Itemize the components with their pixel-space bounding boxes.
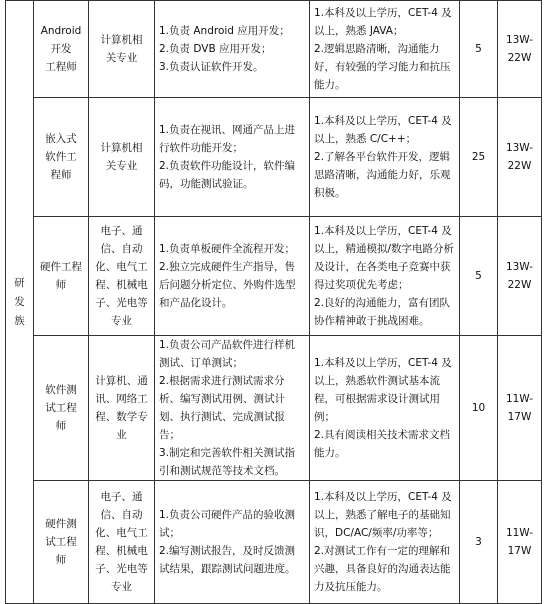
major-cell-line: 信、自动 xyxy=(100,509,143,521)
table-row xyxy=(6,98,542,217)
salary-cell-line: 11W- xyxy=(505,527,534,539)
salary-cell xyxy=(498,336,542,481)
major-cell-line: 业 xyxy=(116,429,127,441)
major-cell-line: 专业 xyxy=(111,581,132,593)
requirements-cell-line: 1.本科及以上学历，CET-4 及以上，熟悉软件测试基本流程，可根据需求设计测试用例； xyxy=(314,357,452,423)
salary-cell xyxy=(498,1,542,98)
duties-cell xyxy=(155,481,310,604)
major-cell-line: 程、机械电 xyxy=(95,279,148,291)
salary-cell-line: 11W- xyxy=(505,393,534,405)
salary-cell-line: 22W xyxy=(507,52,532,64)
major-cell-line: 关专业 xyxy=(105,52,138,64)
salary-cell xyxy=(498,217,542,336)
major-cell xyxy=(89,217,155,336)
requirements-cell xyxy=(310,1,460,98)
headcount-cell: 25 xyxy=(460,98,498,217)
requirements-cell-line: 2.逻辑思路清晰，沟通能力好，有较强的学习能力和抗压能力。 xyxy=(314,43,451,91)
major-cell-line: 化、电气工 xyxy=(95,261,148,273)
position-cell-line: Android 开发 xyxy=(40,25,82,55)
duties-cell-line: 1.负责在视讯、网通产品上进行软件功能开发； xyxy=(159,124,296,154)
position-cell xyxy=(34,336,89,481)
salary-cell-line: 17W xyxy=(507,545,532,557)
duties-cell xyxy=(155,1,310,98)
table-row xyxy=(6,1,542,98)
major-cell-line: 子、光电等 xyxy=(95,297,148,309)
duties-cell-line: 2.编写测试报告，及时反馈测试结果，跟踪测试问题进度。 xyxy=(159,545,296,575)
duties-cell-line: 3.制定和完善软件相关测试指引和测试规范等技术文档。 xyxy=(159,447,296,477)
major-cell-line: 电子、通 xyxy=(100,225,143,237)
major-cell-line: 计算机相 xyxy=(100,34,143,46)
major-cell-line: 子、光电等 xyxy=(95,563,148,575)
major-cell xyxy=(89,481,155,604)
requirements-cell-line: 2.对测试工作有一定的理解和兴趣，具备良好的沟通表达能力及抗压能力。 xyxy=(314,545,451,593)
major-cell-line: 计算机、通 xyxy=(95,375,148,387)
duties-cell-line: 1.负责 Android 应用开发； xyxy=(159,25,290,37)
position-cell-line: 软件测 xyxy=(45,384,77,396)
table-row xyxy=(6,481,542,604)
major-cell-line: 化、电气工 xyxy=(95,527,148,539)
duties-cell-line: 1.负责公司产品软件进行样机测试、订单测试； xyxy=(159,339,296,369)
requirements-cell-line: 1.本科及以上学历，CET-4 及以上，熟悉 JAVA； xyxy=(314,7,452,37)
duties-cell-line: 1.负责公司硬件产品的验收测试； xyxy=(159,509,296,539)
position-cell xyxy=(34,98,89,217)
major-cell-line: 电子、通 xyxy=(100,491,143,503)
duties-cell-line: 1.负责单板硬件全流程开发； xyxy=(159,243,296,255)
requirements-cell-line: 2.良好的沟通能力，富有团队协作精神敢于挑战困难。 xyxy=(314,297,451,327)
position-cell xyxy=(34,1,89,98)
department-char: 族 xyxy=(14,314,25,327)
headcount-cell: 10 xyxy=(460,336,498,481)
duties-cell xyxy=(155,98,310,217)
major-cell-line: 程、机械电 xyxy=(95,545,148,557)
position-cell-line: 嵌入式 xyxy=(45,133,77,145)
position-cell-line: 硬件工程师 xyxy=(40,261,82,291)
requirements-cell xyxy=(310,336,460,481)
position-cell-line: 师 xyxy=(55,554,67,566)
major-cell xyxy=(89,98,155,217)
major-cell-line: 计算机相 xyxy=(100,142,143,154)
position-cell xyxy=(34,217,89,336)
table-row xyxy=(6,217,542,336)
duties-cell-line: 2.负责软件功能设计，软件编码，功能测试验证。 xyxy=(159,160,296,190)
duties-cell xyxy=(155,217,310,336)
requirements-cell-line: 2.具有阅读相关技术需求文档能力。 xyxy=(314,429,451,459)
headcount-cell: 3 xyxy=(460,481,498,604)
requirements-cell-line: 1.本科及以上学历，CET-4 及以上，精通模拟/数字电路分析及设计，在各类电子竞赛中获得过奖项优先考虑； xyxy=(314,225,455,291)
major-cell-line: 关专业 xyxy=(105,160,138,172)
requirements-cell-line: 1.本科及以上学历，CET-4 及以上，熟悉了解电子的基础知识，DC/AC/频率/功率等； xyxy=(314,491,452,539)
headcount-cell: 5 xyxy=(460,217,498,336)
major-cell xyxy=(89,336,155,481)
requirements-cell xyxy=(310,481,460,604)
job-table xyxy=(5,0,542,604)
salary-cell xyxy=(498,98,542,217)
table-row xyxy=(6,336,542,481)
position-cell-line: 工程师 xyxy=(45,61,77,73)
department-char: 研 xyxy=(14,276,25,289)
duties-cell-line: 2.独立完成硬件生产指导，售后问题分析定位、外购件选型和产品化设计。 xyxy=(159,261,296,309)
salary-cell-line: 22W xyxy=(507,160,532,172)
requirements-cell xyxy=(310,217,460,336)
headcount-cell: 5 xyxy=(460,1,498,98)
salary-cell-line: 13W- xyxy=(505,34,534,46)
duties-cell-line: 3.负责认证软件开发。 xyxy=(159,61,264,73)
position-cell-line: 师 xyxy=(55,420,67,432)
position-cell-line: 试工程 xyxy=(45,536,77,548)
duties-cell xyxy=(155,336,310,481)
salary-cell-line: 13W- xyxy=(505,142,534,154)
position-cell-line: 软件工 xyxy=(45,151,77,163)
requirements-cell-line: 2.了解各平台软件开发，逻辑思路清晰，沟通能力好，乐观积极。 xyxy=(314,151,451,199)
duties-cell-line: 2.负责 DVB 应用开发； xyxy=(159,43,272,55)
position-cell-line: 程师 xyxy=(50,169,72,181)
requirements-cell-line: 1.本科及以上学历，CET-4 及以上，熟悉 C/C++； xyxy=(314,115,452,145)
salary-cell-line: 17W xyxy=(507,411,532,423)
major-cell-line: 信、自动 xyxy=(100,243,143,255)
duties-cell-line: 2.根据需求进行测试需求分析、编写测试用例、测试计划、执行测试、完成测试报告； xyxy=(159,375,285,441)
major-cell-line: 专业 xyxy=(111,315,132,327)
requirements-cell xyxy=(310,98,460,217)
salary-cell xyxy=(498,481,542,604)
major-cell-line: 讯、网络工 xyxy=(95,393,148,405)
major-cell xyxy=(89,1,155,98)
position-cell-line: 硬件测 xyxy=(45,518,77,530)
position-cell-line: 试工程 xyxy=(45,402,77,414)
department-cell xyxy=(6,1,34,604)
major-cell-line: 程、数学专 xyxy=(95,411,148,423)
salary-cell-line: 22W xyxy=(507,279,532,291)
department-char: 发 xyxy=(14,295,25,308)
salary-cell-line: 13W- xyxy=(505,261,534,273)
position-cell xyxy=(34,481,89,604)
